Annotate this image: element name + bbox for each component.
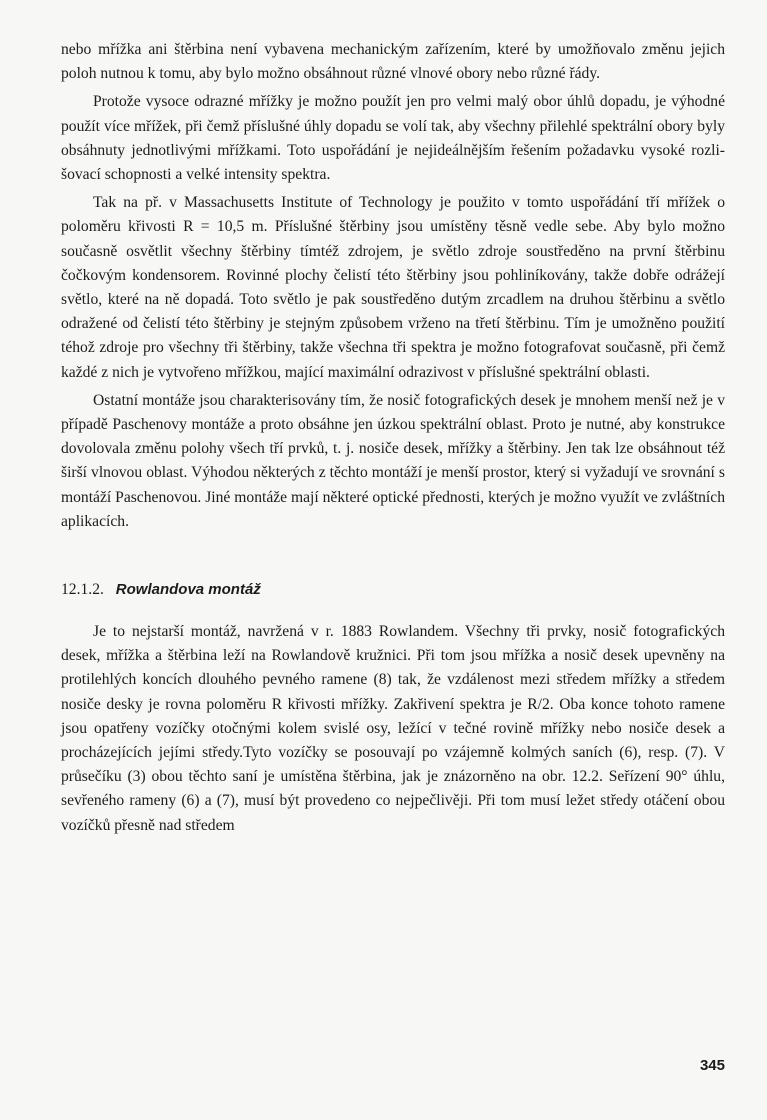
paragraph: Protože vysoce odrazné mřížky je možno použít jen pro velmi malý obor úhlů dopadu, je výhodné použít více mřížek, při čemž příslušné úhly dopadu se volí tak, aby všechny přilehlé spektrální obory byly obsáhnuty jednotlivými mřížkami. Toto uspořádání je nejideálnějším řešením požadavku vysoké rozlišovací schopnosti a velké intensity spektra.	[61, 93, 725, 184]
page-number: 345	[699, 1057, 725, 1074]
text-section-top	[61, 38, 725, 534]
text-section-bottom	[61, 620, 725, 838]
paragraph: nebo mřížka ani štěrbina není vybavena mechanickým zařízením, které by umožňovalo změnu jejich poloh nutnou k tomu, aby bylo možno obsáhnout různé vlnové obory nebo různé řády.	[61, 41, 725, 83]
section-number: 12.1.2.	[61, 581, 104, 599]
section-heading	[61, 578, 725, 602]
page-body	[61, 38, 725, 838]
paragraph: Tak na př. v Massachusetts Institute of Technology je použito v tomto uspořádání tří mřížek o poloměru křivosti R = 10,5 m. Příslušné štěrbiny jsou umístěny těsně vedle sebe. Aby bylo možno současně osvětlit všechny štěrbiny tímtéž zdrojem, je světlo zdroje soustředěno na první štěrbinu čočkovým kondensorem. Rovinné plochy čelistí této štěrbiny jsou pohliníkovány, takže dobře odrážejí světlo, které na ně dopadá. Toto světlo je pak soustředěno dutým zrcadlem na druhou štěrbinu a světlo odražené od čelistí této štěrbiny je stejným způsobem vrženo na třetí štěrbinu. Tím je umožněno použití téhož zdroje pro všechny tři štěrbiny, takže všechna tři spektra je možno fotografovat současně, při čemž každé z nich je vytvořeno mřížkou, mající maximální odrazivost v příslušné spektrální oblasti.	[61, 194, 725, 381]
paragraph: Je to nejstarší montáž, navržená v r. 1883 Rowlandem. Všechny tři prvky, nosič fotografických desek, mřížka a štěrbina leží na Rowlandově kružnici. Při tom jsou mřížka a nosič desek upevněny na protilehlých koncích dlouhého pevného ramene (8) tak, že vzdálenost mezi středem mřížky a středem nosiče desky je rovna poloměru R křivosti mřížky. Zakřivení spektra je R/2. Oba konce tohoto ramene jsou opatřeny vozíčky otočnými kolem svislé osy, ležící v tečné rovině mřížky nebo nosiče desek a procházejících jejími středy.Tyto vozíčky se posouvají po vzájemně kolmých saních (6), resp. (7). V průsečíku (3) obou těchto saní je umístěna štěrbina, jak je znázorněno na obr. 12.2. Seřízení 90° úhlu, sevřeného rameny (6) a (7), musí být provedeno co nejpečlivěji. Při tom musí ležet středy otáčení obou vozíčků přesně nad středem	[61, 623, 725, 834]
paragraph: Ostatní montáže jsou charakterisovány tím, že nosič fotografických desek je mnohem menší než je v případě Paschenovy montáže a proto obsáhne jen úzkou spektrální oblast. Proto je nutné, aby konstrukce dovolovala změnu polohy všech tří prvků, t. j. nosiče desek, mřížky a štěrbiny. Jen tak lze obsáhnout též širší vlnovou oblast. Výhodou některých z těchto montáží je menší prostor, který si vyžadují ve srovnání s montáží Paschenovou. Jiné montáže mají některé optické přednosti, kterých je možno využít ve zvláštních aplikacích.	[61, 391, 725, 530]
section-title: Rowlandova montáž	[115, 581, 261, 599]
